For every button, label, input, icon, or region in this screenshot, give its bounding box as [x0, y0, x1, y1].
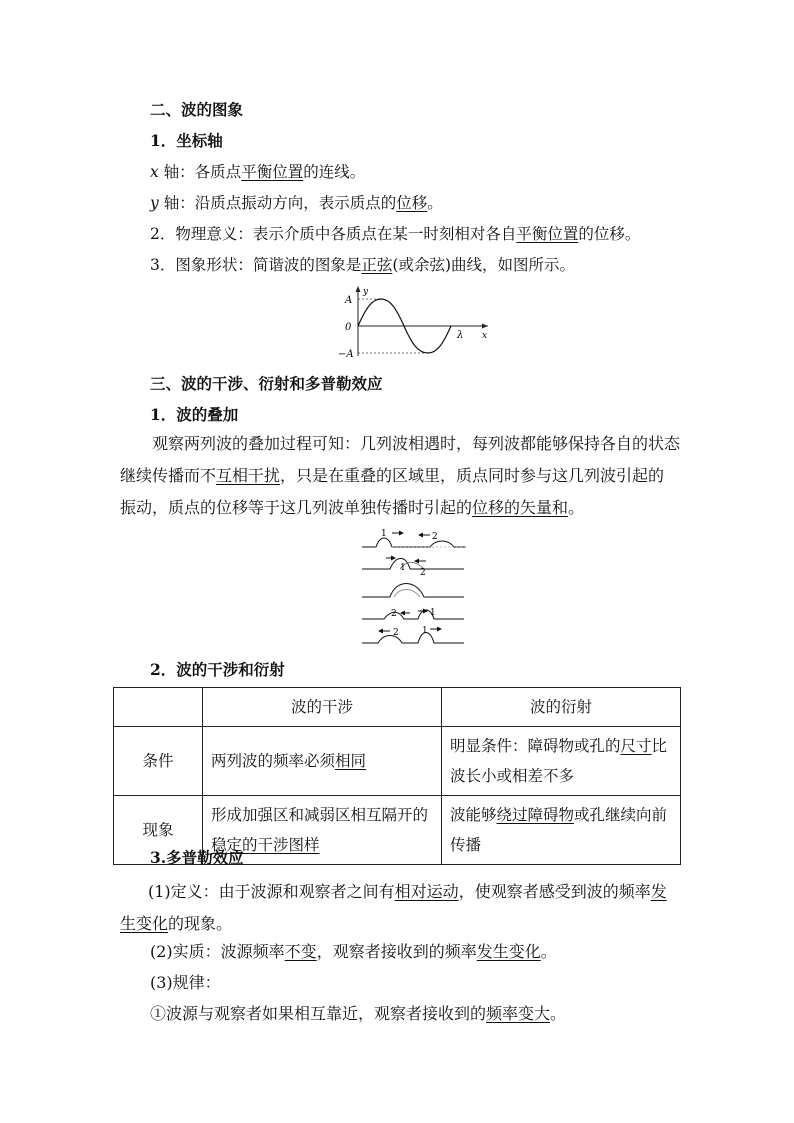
x-axis-arrow — [482, 324, 488, 329]
cell-underlined: 相同 — [335, 752, 367, 770]
x-label: x — [482, 331, 488, 341]
x-axis-line — [150, 162, 365, 182]
cell-text: 明显条件：障碍物或孔的 — [450, 737, 621, 755]
essence-post: 。 — [540, 942, 557, 961]
shape-pre: 3．图象形状：简谐波的图象是 — [150, 256, 362, 274]
row-4-label-2: 2 — [391, 609, 397, 619]
physical-meaning-line — [150, 224, 640, 244]
cell-diffraction-condition — [442, 727, 681, 796]
cell-text: 两列波的频率必须 — [211, 752, 336, 770]
superposition-row-2 — [362, 559, 464, 570]
shape-post: (或余弦)曲线，如图所示。 — [392, 256, 575, 274]
x-axis-underlined: 平衡位置 — [241, 163, 304, 181]
x-axis-post: 的连线。 — [303, 163, 366, 181]
cell-underlined: 稳定的干涉图样 — [211, 836, 320, 854]
meaning-post: 的位移。 — [578, 225, 641, 243]
superposition-text-b: ，只是在重叠的区域里，质点同时参与这几列波引起的振动，质点的位移等于这几列波单独传播时引起的 — [120, 466, 665, 517]
def-underlined-2: 发生变化 — [120, 882, 667, 933]
y-axis-post: 。 — [427, 194, 443, 212]
y-axis-arrow — [356, 286, 361, 292]
y-var: y — [150, 194, 159, 212]
x-var: x — [150, 163, 159, 181]
superposition-paragraph — [120, 428, 680, 524]
meaning-underlined: 平衡位置 — [516, 225, 579, 243]
cell-text: 比波长小或相差不多 — [450, 737, 668, 785]
row-4-arrowhead-1 — [423, 609, 428, 614]
doppler-essence — [150, 942, 557, 962]
superposition-text-a: 观察两列波的叠加过程可知：几列波相遇时，每列波都能够保持各自的状态继续传播而不 — [120, 434, 681, 485]
row-2-label-1: 1 — [400, 563, 406, 573]
row-2-label-2: 2 — [420, 568, 426, 578]
cell-underlined: 尺寸 — [620, 737, 652, 755]
superposition-row-4 — [362, 610, 464, 619]
essence-mid: ，观察者接收到的频率 — [316, 942, 477, 961]
rule1-underlined: 频率变大 — [486, 1004, 551, 1023]
essence-pre: (2)实质：波源频率 — [150, 942, 285, 961]
table-header-interference: 波的干涉 — [203, 688, 442, 727]
def-post: 的现象。 — [168, 914, 233, 933]
row-label-phenomenon: 现象 — [114, 796, 203, 865]
row-5-arrowhead-2 — [378, 629, 383, 634]
cell-text: 形成加强区和减弱区相互隔开的 — [211, 806, 429, 824]
section-title-interference: 三、波的干涉、衍射和多普勒效应 — [150, 374, 383, 393]
superposition-row-1 — [362, 538, 466, 547]
superposition-diagram — [360, 525, 470, 650]
cell-diffraction-phenomenon — [442, 796, 681, 865]
row-5-label-2: 2 — [393, 628, 399, 638]
essence-underlined-2: 发生变化 — [476, 942, 541, 961]
superposition-underlined-2: 位移的矢量和 — [472, 498, 569, 517]
superposition-row-3 — [362, 584, 464, 598]
doppler-definition — [120, 876, 680, 940]
superposition-underlined-1: 互相干扰 — [216, 466, 281, 485]
row-3-inner-wave — [394, 590, 420, 598]
row-5-arrowhead-1 — [437, 627, 442, 632]
superposition-row-5 — [362, 633, 464, 644]
graph-shape-line — [150, 255, 575, 275]
y-axis-line — [150, 193, 443, 213]
coordinate-axis-heading: 1．坐标轴 — [150, 131, 223, 150]
rule1-pre: ①波源与观察者如果相互靠近，观察者接收到的 — [150, 1004, 487, 1023]
def-underlined-1: 相对运动 — [394, 882, 459, 901]
x-axis-pre: 轴：各质点 — [158, 163, 242, 181]
doppler-rule-1 — [150, 1004, 566, 1024]
rule1-post: 。 — [550, 1004, 567, 1023]
table-header-empty — [114, 688, 203, 727]
sine-wave-figure — [336, 282, 496, 362]
row-5-label-1: 1 — [422, 626, 428, 636]
comparison-table — [113, 687, 681, 865]
essence-underlined-1: 不变 — [284, 942, 317, 961]
cell-underlined: 绕过 — [496, 806, 528, 824]
row-1-label-2: 2 — [432, 532, 438, 542]
row-1-label-1: 1 — [381, 529, 387, 539]
def-pre: (1)定义：由于波源和观察者之间有 — [148, 882, 395, 901]
amplitude-label: A — [345, 295, 353, 306]
cell-text: 或孔继续向前传播 — [450, 806, 668, 854]
def-mid: ，使观察者感受到波的频率 — [458, 882, 651, 901]
superposition-text-c: 。 — [568, 498, 585, 517]
y-label: y — [363, 287, 369, 297]
row-label-condition: 条件 — [114, 727, 203, 796]
y-axis-pre: 轴：沿质点振动方向，表示质点的 — [158, 194, 397, 212]
superposition-heading: 1．波的叠加 — [150, 405, 239, 424]
y-axis-underlined: 位移 — [396, 194, 428, 212]
row-4-label-1: 1 — [430, 608, 436, 618]
row-2-arrowhead-1 — [391, 556, 396, 561]
table-header-row — [114, 688, 681, 727]
table-header-diffraction: 波的衍射 — [442, 688, 681, 727]
neg-amplitude-label: −A — [338, 349, 354, 360]
row-1-arrowhead-1 — [399, 531, 404, 536]
doppler-heading: 3.多普勒效应 — [150, 848, 244, 867]
cell-interference-condition — [203, 727, 442, 796]
cell-underlined: 障碍物 — [527, 806, 575, 824]
interference-diffraction-heading: 2．波的干涉和衍射 — [150, 660, 285, 679]
shape-underlined: 正弦 — [361, 256, 393, 274]
table-row — [114, 727, 681, 796]
row-1-arrowhead-2 — [418, 533, 423, 538]
section-title-wave-graph: 二、波的图象 — [150, 100, 244, 119]
meaning-pre: 2．物理意义：表示介质中各质点在某一时刻相对各自 — [150, 225, 517, 243]
wavelength-label: λ — [457, 330, 464, 341]
cell-text: 波能够 — [450, 806, 497, 824]
doppler-rule-title: (3)规律： — [150, 973, 221, 992]
origin-label: 0 — [345, 322, 352, 333]
